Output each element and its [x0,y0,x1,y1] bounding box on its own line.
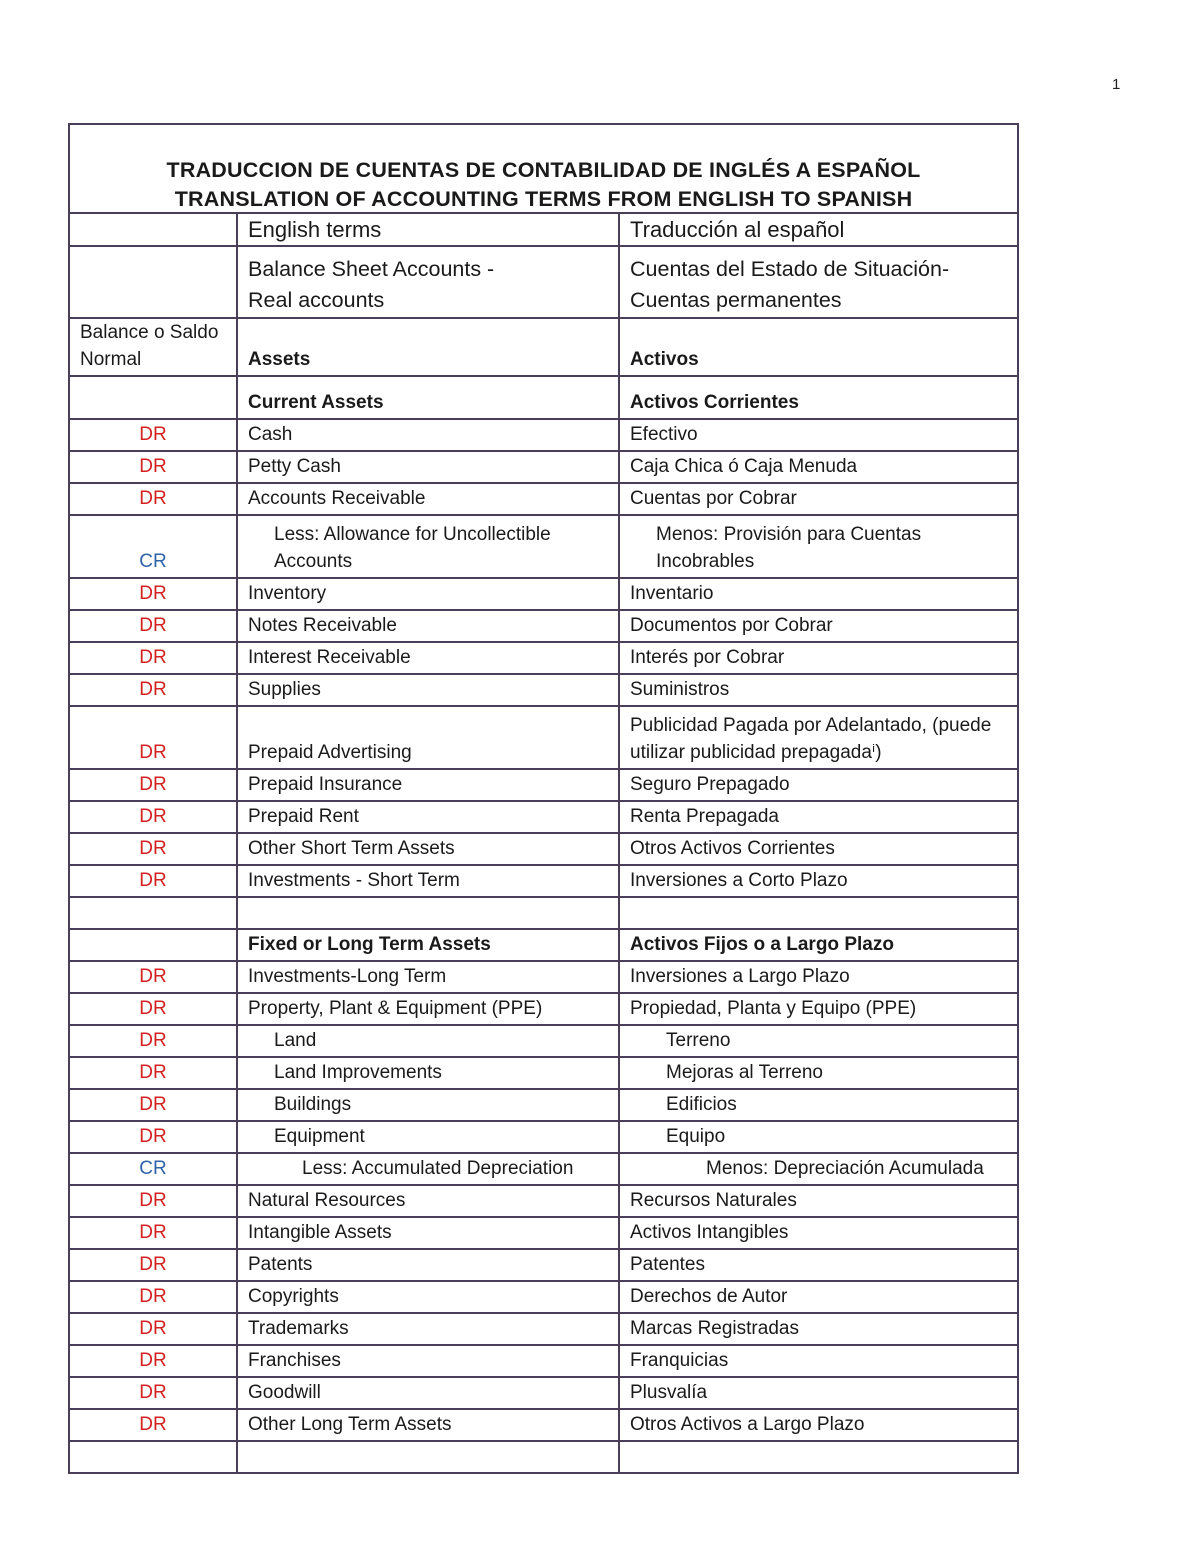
table-row [70,1185,1017,1217]
table-row [70,610,1017,642]
balance-cell: DR [70,674,237,706]
english-cell: Prepaid Rent [237,801,619,833]
english-cell: Inventory [237,578,619,610]
spanish-cell: Plusvalía [619,1377,1017,1409]
spanish-cell: Marcas Registradas [619,1313,1017,1345]
section-row [70,246,1017,318]
balance-cell: DR [70,1345,237,1377]
english-cell: Notes Receivable [237,610,619,642]
current-assets-header-row [70,376,1017,419]
spanish-cell: Renta Prepagada [619,801,1017,833]
english-cell: Prepaid Advertising [237,706,619,769]
balance-cell: DR [70,1409,237,1441]
normal-balance-label: Balance o Saldo Normal [70,318,237,376]
current-assets-english: Current Assets [237,376,619,419]
fixed-assets-spanish: Activos Fijos o a Largo Plazo [619,929,1017,961]
table-row [70,1057,1017,1089]
spanish-cell: Menos: Depreciación Acumulada [619,1153,1017,1185]
english-cell: Trademarks [237,1313,619,1345]
balance-cell: DR [70,1249,237,1281]
section-spanish: Cuentas del Estado de Situación- Cuentas permanentes [619,246,1017,318]
translation-table-sheet [68,123,1019,1474]
table-row [70,1313,1017,1345]
table-row [70,483,1017,515]
english-cell: Copyrights [237,1281,619,1313]
english-cell: Prepaid Insurance [237,769,619,801]
english-cell: Investments - Short Term [237,865,619,897]
section-english: Balance Sheet Accounts - Real accounts [237,246,619,318]
table-row [70,1249,1017,1281]
spanish-translation-header: Traducción al español [619,214,1017,246]
table-row [70,769,1017,801]
english-cell: Petty Cash [237,451,619,483]
balance-cell: DR [70,1057,237,1089]
table-row [70,1281,1017,1313]
english-cell: Less: Accumulated Depreciation [237,1153,619,1185]
balance-cell: DR [70,419,237,451]
balance-cell: DR [70,1089,237,1121]
english-cell: Supplies [237,674,619,706]
table-row [70,801,1017,833]
balance-cell: DR [70,1185,237,1217]
spanish-cell: Mejoras al Terreno [619,1057,1017,1089]
table-row [70,961,1017,993]
column-header-row [70,214,1017,246]
english-cell: Intangible Assets [237,1217,619,1249]
blank-row [70,1441,1017,1472]
assets-spanish: Activos [619,318,1017,376]
spanish-cell: Edificios [619,1089,1017,1121]
spanish-cell: Propiedad, Planta y Equipo (PPE) [619,993,1017,1025]
spanish-cell: Inversiones a Largo Plazo [619,961,1017,993]
balance-cell: DR [70,451,237,483]
english-terms-header: English terms [237,214,619,246]
table-row [70,1409,1017,1441]
table-row [70,578,1017,610]
table-row [70,993,1017,1025]
table-row [70,642,1017,674]
balance-cell: DR [70,578,237,610]
english-cell: Cash [237,419,619,451]
balance-cell: DR [70,801,237,833]
spanish-cell: Documentos por Cobrar [619,610,1017,642]
balance-cell: DR [70,1281,237,1313]
title-english: TRANSLATION OF ACCOUNTING TERMS FROM ENGLISH TO SPANISH [174,187,913,211]
english-cell: Property, Plant & Equipment (PPE) [237,993,619,1025]
table-row [70,1217,1017,1249]
english-cell: Natural Resources [237,1185,619,1217]
english-cell: Franchises [237,1345,619,1377]
spanish-cell: Inversiones a Corto Plazo [619,865,1017,897]
spanish-cell: Patentes [619,1249,1017,1281]
table-row [70,515,1017,578]
balance-cell: DR [70,706,237,769]
terms-table [70,214,1017,1472]
english-cell: Goodwill [237,1377,619,1409]
current-assets-spanish: Activos Corrientes [619,376,1017,419]
spanish-cell: Franquicias [619,1345,1017,1377]
spanish-cell: Menos: Provisión para Cuentas Incobrables [619,515,1017,578]
spanish-cell: Terreno [619,1025,1017,1057]
fixed-assets-header-row [70,929,1017,961]
table-row [70,1025,1017,1057]
table-row [70,1377,1017,1409]
english-cell: Interest Receivable [237,642,619,674]
table-row [70,833,1017,865]
balance-cell: CR [70,1153,237,1185]
english-cell: Equipment [237,1121,619,1153]
balance-cell: DR [70,865,237,897]
balance-cell: DR [70,993,237,1025]
spanish-cell: Equipo [619,1121,1017,1153]
assets-english: Assets [237,318,619,376]
spanish-cell: Otros Activos a Largo Plazo [619,1409,1017,1441]
balance-cell: DR [70,961,237,993]
spanish-cell: Activos Intangibles [619,1217,1017,1249]
english-cell: Less: Allowance for Uncollectible Accounts [237,515,619,578]
english-cell: Investments-Long Term [237,961,619,993]
title-spanish: TRADUCCION DE CUENTAS DE CONTABILIDAD DE INGLÉS A ESPAÑOL [166,158,921,182]
balance-cell: DR [70,1025,237,1057]
english-cell: Buildings [237,1089,619,1121]
balance-cell: DR [70,769,237,801]
balance-cell: DR [70,1377,237,1409]
spanish-cell: Inventario [619,578,1017,610]
spanish-cell: Seguro Prepagado [619,769,1017,801]
english-cell: Other Short Term Assets [237,833,619,865]
spanish-cell: Recursos Naturales [619,1185,1017,1217]
balance-cell: DR [70,483,237,515]
table-row [70,674,1017,706]
spanish-cell: Publicidad Pagada por Adelantado, (puede utilizar publicidad prepagadaⁱ) [619,706,1017,769]
title-block [70,125,1017,214]
balance-cell: DR [70,1217,237,1249]
balance-cell: DR [70,833,237,865]
fixed-assets-english: Fixed or Long Term Assets [237,929,619,961]
spanish-cell: Caja Chica ó Caja Menuda [619,451,1017,483]
balance-cell: DR [70,642,237,674]
balance-header-cell [70,214,237,246]
spanish-cell: Derechos de Autor [619,1281,1017,1313]
table-row [70,1153,1017,1185]
balance-cell: DR [70,1121,237,1153]
table-row [70,451,1017,483]
table-row [70,706,1017,769]
english-cell: Land [237,1025,619,1057]
english-cell: Other Long Term Assets [237,1409,619,1441]
assets-header-row [70,318,1017,376]
table-row [70,865,1017,897]
spanish-cell: Suministros [619,674,1017,706]
english-cell: Patents [237,1249,619,1281]
table-row [70,1121,1017,1153]
spanish-cell: Otros Activos Corrientes [619,833,1017,865]
balance-cell: DR [70,1313,237,1345]
table-row [70,1089,1017,1121]
balance-cell: DR [70,610,237,642]
balance-cell: CR [70,515,237,578]
english-cell: Accounts Receivable [237,483,619,515]
table-row [70,1345,1017,1377]
spanish-cell: Efectivo [619,419,1017,451]
table-row [70,419,1017,451]
spanish-cell: Interés por Cobrar [619,642,1017,674]
spanish-cell: Cuentas por Cobrar [619,483,1017,515]
blank-row [70,897,1017,929]
page-number: 1 [1112,76,1121,93]
english-cell: Land Improvements [237,1057,619,1089]
